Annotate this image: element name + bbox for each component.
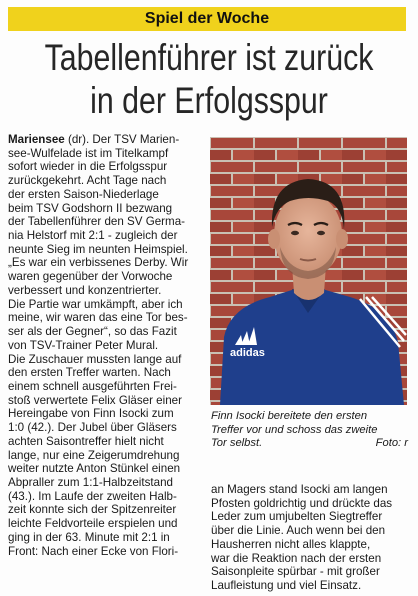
article-line: waren gegenüber der Vorwoche [8,270,173,284]
article-location: Mariensee [8,133,65,146]
article-line-text: (dr). Der TSV Marien- [67,133,180,146]
article-line: von TSV-Trainer Peter Mural. [8,338,159,352]
article-line [8,133,198,147]
article-line: weiter nutzte Anton Stünkel einen [8,462,181,476]
article-line: der Tabellenführer den SV Germa- [8,215,186,229]
article-line: den ersten Treffer warten. Nach [8,366,171,380]
article-line: „Es war ein verbissenes Derby. Wir [8,256,189,270]
article-line: stoß verwertete Felix Gläser einer [8,393,182,407]
article-line: meine, wir waren das eine Tor bes- [8,311,188,325]
article-line: lange, nur eine Zeigerumdrehung [8,448,180,462]
article-line: ser als der Gegner“, so das Fazit [8,325,177,339]
player-photo [210,137,407,405]
article-line: an Magers stand Isocki am langen [211,483,388,496]
headline-line-1: Tabellenführer ist zurück [44,37,374,78]
section-title: Spiel der Woche [144,10,270,27]
caption-line-3: Tor selbst. [211,437,263,450]
headline-line-2: in der Erfolgsspur [90,80,328,121]
article-line: zurückgekehrt. Acht Tage nach [8,174,167,188]
article-line: sofort wieder in die Erfolgsspur [8,160,168,174]
section-banner [8,7,406,31]
article-line: nia Helstorf mit 2:1 - zugleich der [8,229,178,243]
article-line: verbessert und konzentrierter. [8,283,162,297]
article-line: see-Wulfelade ist im Titelkampf [8,146,169,160]
article-line: beim TSV Godshorn II bezwang [8,201,173,215]
article-line: Leder zum umjubelten Siegtreffer [211,510,383,524]
photo-caption [211,410,408,451]
article-line: Die Partie war umkämpft, aber ich [8,297,183,311]
article-line: Saisonpleite spürbar - mit großer [211,565,380,579]
player-photo-image [210,137,407,405]
article-line: einem schnell ausgeführten Frei- [8,379,177,393]
article-line: achten Saisontreffer hielt nicht [8,434,164,448]
caption-line-1: Finn Isocki bereitete den ersten [211,410,368,422]
article-line: Laufleistung und viel Einsatz. [211,579,362,593]
article-line: der ersten Saison-Niederlage [8,187,159,201]
article-line: Hereingabe von Finn Isocki zum [8,407,174,421]
article-column-left [8,133,198,558]
article-line: Front: Nach einer Ecke von Flori- [8,544,179,558]
article-line: war die Reaktion nach der ersten [211,551,382,565]
article-line: 1:0 (42.). Der Jubel über Gläsers [8,421,177,435]
article-line: zeit konnte sich der Spitzenreiter [8,503,177,517]
article-line: ging in der 63. Minute mit 2:1 in [8,530,170,544]
article-line: Hausherren nicht alles klappte, [211,537,371,551]
photo-credit: Foto: r [375,437,408,450]
headline [38,36,381,122]
article-column-right [211,483,407,593]
article-line: (43.). Im Laufe der zweiten Halb- [8,489,177,503]
article-line: neunte Sieg im neunten Heimspiel. [8,242,188,256]
article-line: Abpraller zum 1:1-Halbzeitstand [8,475,173,489]
shirt-logo-text: adidas [230,347,265,359]
article-line: leichte Feldvorteile erspielen und [8,517,178,531]
article-line: Die Zuschauer mussten lange auf [8,352,182,366]
article-line: über die Linie. Auch wenn bei den [211,524,386,538]
caption-line-2: Treffer vor und schoss das zweite [211,423,378,436]
article-line: Pfosten goldrichtig und drückte das [211,496,393,510]
